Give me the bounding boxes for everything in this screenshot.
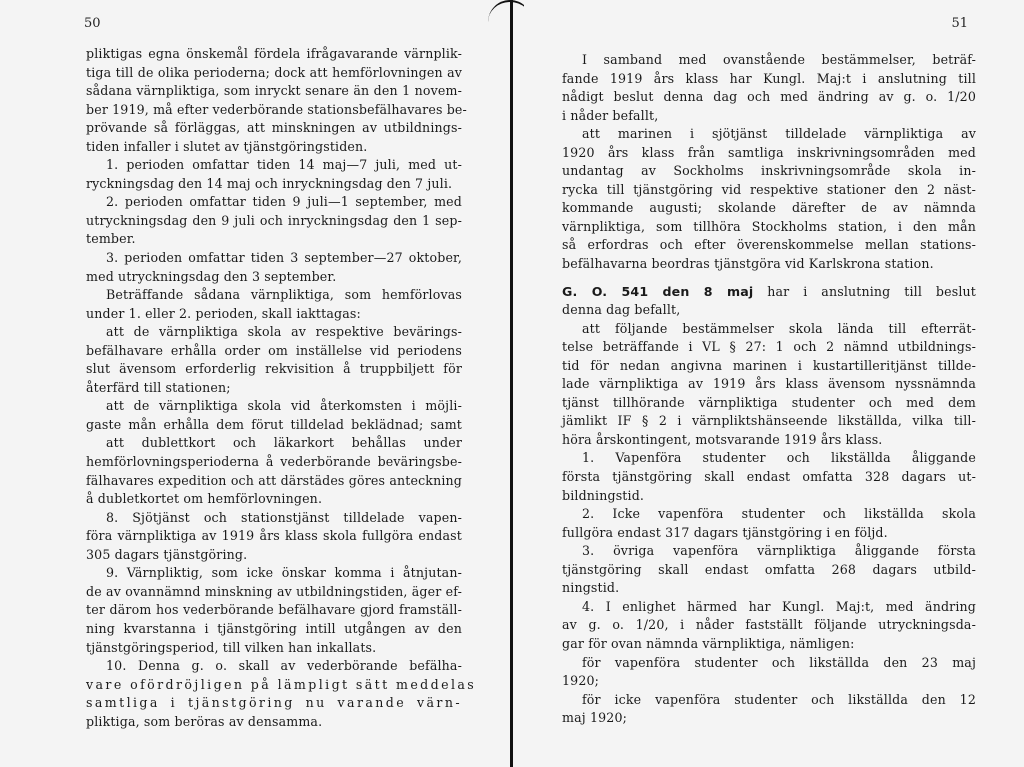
order-heading: G. O. 541 den 8 maj bbox=[562, 283, 754, 299]
text-line: 9. Värnpliktig, som icke önskar komma i åtnjutan- bbox=[106, 565, 462, 581]
text-line: ning kvarstanna i tjänstgöring intill utgången av den bbox=[86, 620, 462, 636]
text-line: återfärd till stationen; bbox=[86, 379, 231, 395]
text-line: så erfordras och efter överenskommelse mellan stations- bbox=[562, 237, 976, 253]
text-line: att följande bestämmelser skola lända till efterrät- bbox=[582, 320, 976, 336]
text-line: telse beträffande i VL § 27: 1 och 2 nämnd utbildnings- bbox=[562, 339, 976, 355]
text-line: kommande augusti; skolande därefter de av nämnda bbox=[562, 200, 976, 216]
text-line: 3. perioden omfattar tiden 3 september—27 oktober, bbox=[106, 250, 462, 266]
right-page bbox=[524, 0, 1024, 767]
text-line: maj 1920; bbox=[562, 710, 628, 726]
text-line: 305 dagars tjänstgöring. bbox=[86, 546, 248, 562]
text-line: för icke vapenföra studenter och likställda den 12 bbox=[582, 691, 976, 707]
text-line: fälhavares expedition och att därstädes göres anteckning bbox=[86, 472, 462, 488]
text-line: lade värnpliktiga av 1919 års klass ävensom nyssnämnda bbox=[562, 376, 976, 392]
text-line: 4. I enlighet härmed har Kungl. Maj:t, med ändring bbox=[582, 598, 976, 614]
text-line: undantag av Sockholms inskrivningsområde skola in- bbox=[562, 163, 976, 179]
text-line: pliktiga, som beröras av densamma. bbox=[86, 713, 323, 729]
left-page bbox=[0, 0, 498, 767]
text-line: fullgöra endast 317 dagars tjänstgöring i en följd. bbox=[562, 524, 888, 540]
text-line: pliktigas egna önskemål fördela ifrågavarande värnplik- bbox=[86, 46, 462, 61]
text-line: att dublettkort och läkarkort behållas under bbox=[106, 435, 462, 451]
text-line: denna dag befallt, bbox=[562, 302, 681, 318]
text-line: höra årskontingent, motsvarande 1919 års klass. bbox=[562, 431, 883, 447]
text-line: jämlikt IF § 2 i värnpliktshänseende likställda, vilka till- bbox=[562, 413, 976, 429]
text-line: 2. perioden omfattar tiden 9 juli—1 september, med bbox=[106, 194, 462, 210]
text-line: I samband med ovanstående bestämmelser, beträf- bbox=[582, 52, 976, 67]
text-line: de av ovannämnd minskning av utbildningstiden, äger ef- bbox=[86, 583, 462, 599]
text-line: hemförlovningsperioderna å vederbörande beväringsbe- bbox=[86, 454, 462, 470]
text-line: vare ofördröjligen på lämpligt sätt meddelas bbox=[86, 676, 477, 692]
text-line: 8. Sjötjänst och stationstjänst tilldelade vapen- bbox=[106, 509, 462, 525]
order-heading-rest: har i anslutning till beslut bbox=[753, 283, 976, 299]
left-page-text bbox=[86, 45, 477, 731]
text-line: ber 1919, må efter vederbörande stationsbefälhavares be- bbox=[86, 101, 467, 117]
text-line: nådigt beslut denna dag och med ändring av g. o. 1/20 bbox=[562, 89, 976, 105]
text-line: prövande så förläggas, att minskningen av utbildnings- bbox=[86, 120, 462, 136]
text-line: tid för nedan angivna marinen i kustartilleritjänst tillde- bbox=[562, 357, 976, 373]
text-line: slut ävensom erforderlig rekvisition å truppbiljett för bbox=[86, 361, 462, 377]
text-line bbox=[562, 283, 976, 302]
text-line: första tjänstgöring skall endast omfatta 328 dagars ut- bbox=[562, 469, 976, 485]
text-line: gaste mån erhålla dem förut tilldelad beklädnad; samt bbox=[86, 416, 462, 432]
text-line: 10. Denna g. o. skall av vederbörande befälha- bbox=[106, 658, 462, 674]
text-line: tjänstgöring skall endast omfatta 268 dagars utbild- bbox=[562, 561, 976, 577]
text-line: tjänst tillhörande värnpliktiga studenter och med dem bbox=[562, 394, 976, 410]
text-line: med utryckningsdag den 3 september. bbox=[86, 268, 337, 284]
text-line: fande 1919 års klass har Kungl. Maj:t i anslutning till bbox=[562, 70, 976, 86]
right-page-text bbox=[562, 51, 976, 728]
text-line: å dubletkortet om hemförlovningen. bbox=[86, 491, 323, 507]
text-line: ryckningsdag den 14 maj och inryckningsdag den 7 juli. bbox=[86, 175, 453, 191]
text-line: under 1. eller 2. perioden, skall iakttagas: bbox=[86, 305, 361, 321]
text-line: tjänstgöringsperiod, till vilken han inkallats. bbox=[86, 639, 377, 655]
text-line: 2. Icke vapenföra studenter och likställda skola bbox=[582, 506, 976, 522]
text-line: att de värnpliktiga skola av respektive bevärings- bbox=[106, 324, 462, 340]
text-line: 1920; bbox=[562, 673, 600, 689]
text-line: föra värnpliktiga av 1919 års klass skola fullgöra endast bbox=[86, 528, 462, 544]
text-line: Beträffande sådana värnpliktiga, som hemförlovas bbox=[106, 287, 462, 303]
text-line: av g. o. 1/20, i nåder fastställt följande utryckningsda- bbox=[562, 617, 976, 633]
text-line: 1. Vapenföra studenter och likställda åliggande bbox=[582, 450, 976, 466]
text-line: tiga till de olika perioderna; dock att hemförlovningen av bbox=[86, 64, 462, 80]
text-line: utryckningsdag den 9 juli och inryckningsdag den 1 sep- bbox=[86, 212, 462, 228]
text-line: för vapenföra studenter och likställda den 23 maj bbox=[582, 654, 976, 670]
text-line: samtliga i tjänstgöring nu varande värn- bbox=[86, 695, 462, 711]
text-line: ningstid. bbox=[562, 580, 620, 596]
text-line: sådana värnpliktiga, som inryckt senare än den 1 novem- bbox=[86, 83, 462, 99]
text-line: befälhavarna beordras tjänstgöra vid Karlskrona station. bbox=[562, 256, 934, 272]
binding-line bbox=[510, 0, 513, 767]
text-line: bildningstid. bbox=[562, 487, 645, 503]
page-number-left: 50 bbox=[84, 16, 101, 31]
text-line: 1. perioden omfattar tiden 14 maj—7 juli, med ut- bbox=[106, 157, 462, 173]
text-line: befälhavare erhålla order om inställelse vid periodens bbox=[86, 342, 462, 358]
text-line: 3. övriga vapenföra värnpliktiga åliggande första bbox=[582, 543, 976, 559]
text-line: 1920 års klass från samtliga inskrivningsområden med bbox=[562, 144, 976, 160]
text-line: att marinen i sjötjänst tilldelade värnpliktiga av bbox=[582, 126, 976, 142]
text-line: tiden infaller i slutet av tjänstgöringstiden. bbox=[86, 138, 368, 154]
text-line: värnpliktiga, som tillhöra Stockholms station, i den mån bbox=[562, 218, 976, 234]
text-line: i nåder befallt, bbox=[562, 107, 659, 123]
text-line: tember. bbox=[86, 231, 136, 247]
paragraph-gap bbox=[562, 274, 976, 283]
page-number-right: 51 bbox=[951, 16, 968, 31]
text-line: rycka till tjänstgöring vid respektive stationer den 2 näst- bbox=[562, 181, 976, 197]
text-line: att de värnpliktiga skola vid återkomsten i möjli- bbox=[106, 398, 462, 414]
text-line: gar för ovan nämnda värnpliktiga, nämligen: bbox=[562, 635, 855, 651]
text-line: ter därom hos vederbörande befälhavare gjord framställ- bbox=[86, 602, 462, 618]
